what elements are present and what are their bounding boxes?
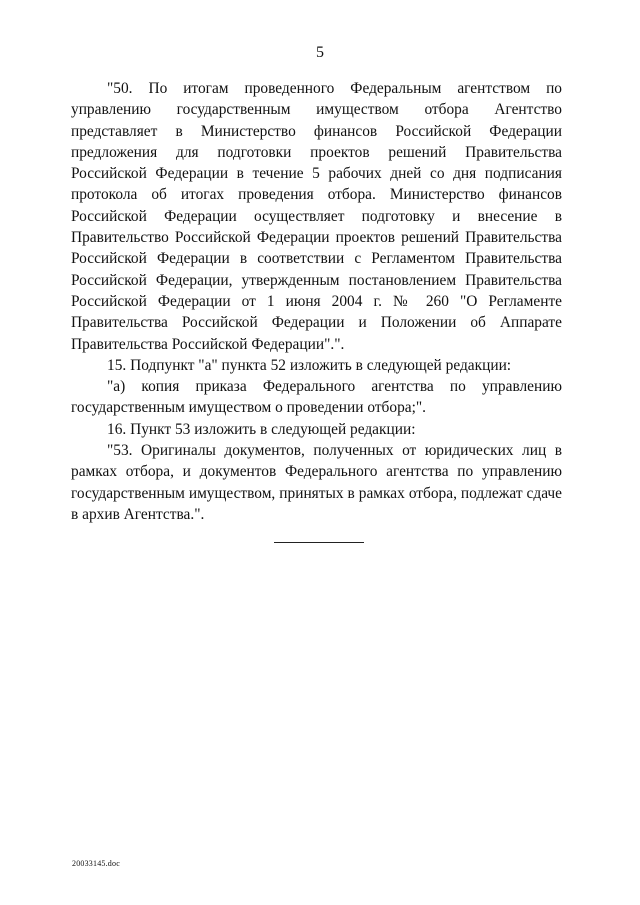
page-number: 5	[316, 44, 324, 61]
paragraph-item-50: "50. По итогам проведенного Федеральным агентством по управлению государственным имуществом отбора Агентство представляет в Министерство финансов Российской Федерации предложения для подготовки проектов решений Правительства Российской Федерации в течение 5 рабочих дней со дня подписания протокола об итогах проведения отбора. Министерство финансов Российской Федерации осуществляет подготовку и внесение в Правительство Российской Федерации проектов решений Правительства Российской Федерации в соответствии с Регламентом Правительства Российской Федерации, утвержденным постановлением Правительства Российской Федерации от 1 июня 2004 г. № 260 "О Регламенте Правительства Российской Федерации и Положении об Аппарате Правительства Российской Федерации".".	[71, 80, 562, 353]
paragraph-subpoint-16: 16. Пункт 53 изложить в следующей редакции:	[107, 420, 416, 438]
end-divider	[274, 542, 364, 543]
paragraph-item-53: "53. Оригиналы документов, полученных от юридических лиц в рамках отбора, и документов Федерального агентства по управлению государственным имуществом, принятых в рамках отбора, подлежат сдаче в архив Агентства.".	[71, 442, 562, 523]
footer-filename: 20033145.doc	[72, 859, 120, 868]
paragraph-subpoint-15: 15. Подпункт "а" пункта 52 изложить в следующей редакции:	[107, 356, 512, 374]
document-body	[71, 78, 562, 525]
paragraph-subpoint-a-text: "а) копия приказа Федерального агентства по управлению государственным имуществом о проведении отбора;".	[71, 378, 562, 417]
